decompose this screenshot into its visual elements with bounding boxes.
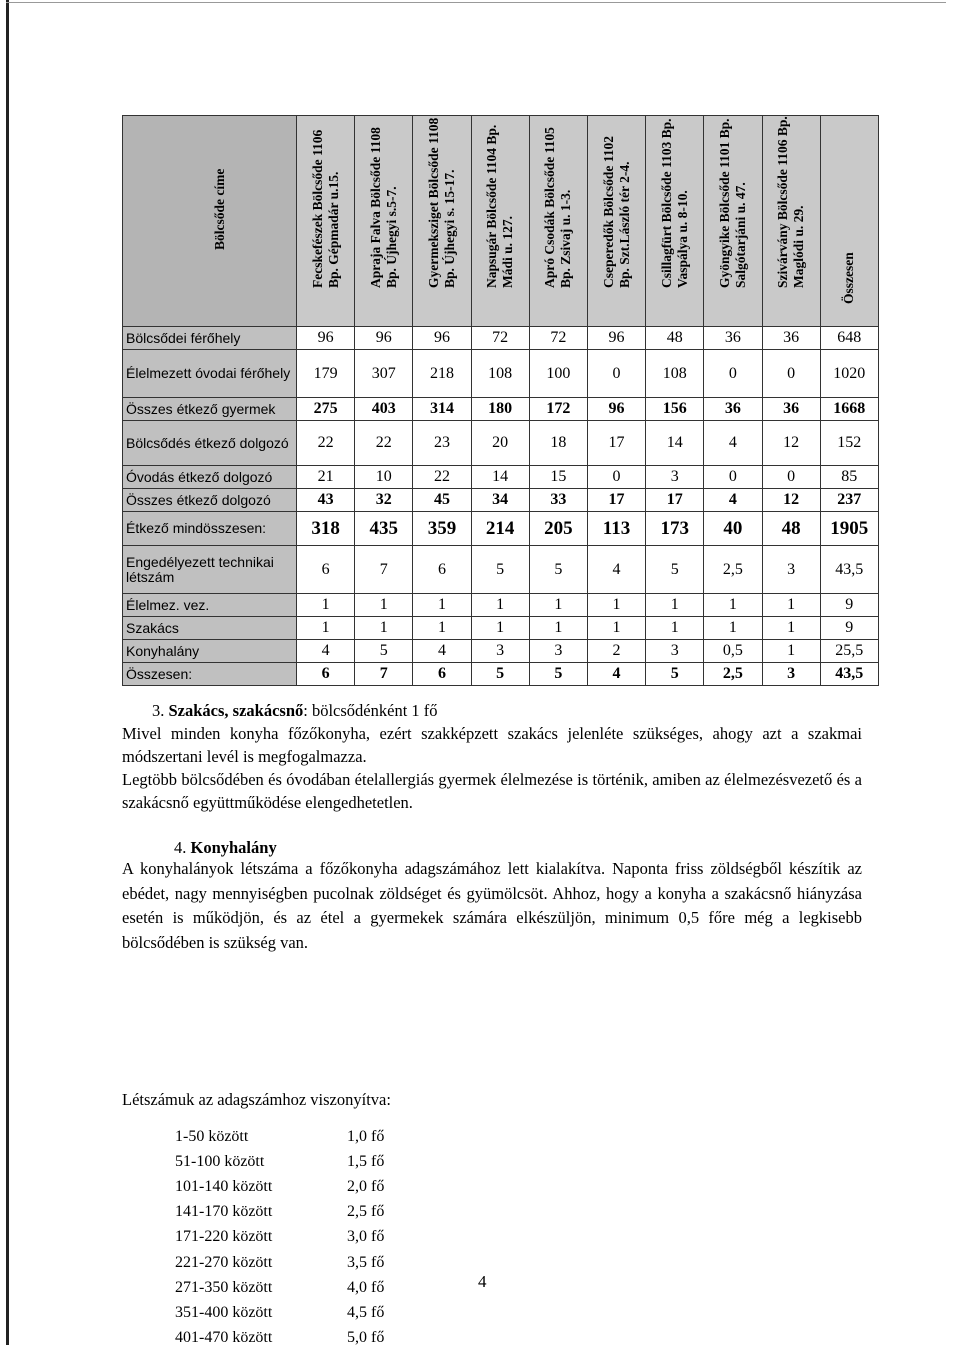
table-cell: 7	[355, 546, 413, 594]
ratio-value: 2,5 fő	[347, 1203, 385, 1221]
row-label: Étkező mindösszesen:	[123, 512, 297, 546]
column-header-line: Maglódi u. 29.	[791, 205, 807, 288]
table-cell: 1905	[820, 512, 878, 546]
table-cell: 6	[413, 663, 471, 686]
table-cell: 96	[587, 398, 645, 421]
table-cell: 0	[587, 350, 645, 398]
scan-top-line	[6, 2, 946, 3]
table-cell: 9	[820, 617, 878, 640]
section-4-paragraph: A konyhalányok létszáma a főzőkonyha adagszámához lett kialakítva. Naponta friss zöldségből készítik az ebédet, nagy mennyiségben pucolnak zöldséget és gyümölcsöt. Ahhoz, hogy a konyha a szakácsnő hiányzása esetén is működjön, és az étel a gyermekek számára elkészüljön, minimum 0,5 főre még a legkisebb bölcsődében is szükség van.	[122, 859, 862, 952]
row-label: Engedélyezett technikai létszám	[123, 546, 297, 594]
table-cell: 85	[820, 466, 878, 489]
table-cell: 4	[587, 663, 645, 686]
table-cell: 7	[355, 663, 413, 686]
table-cell: 4	[704, 489, 762, 512]
table-cell: 4	[704, 421, 762, 466]
table-cell: 48	[762, 512, 820, 546]
table-cell: 108	[471, 350, 529, 398]
column-header-line: Mádi u. 127.	[500, 215, 516, 288]
table-cell: 435	[355, 512, 413, 546]
table-cell: 314	[413, 398, 471, 421]
table-cell: 32	[355, 489, 413, 512]
table-cell: 3	[762, 663, 820, 686]
table-cell: 22	[355, 421, 413, 466]
row-label: Szakács	[123, 617, 297, 640]
table-cell: 1	[355, 617, 413, 640]
column-header-line: Csillagfürt Bölcsőde 1103 Bp.	[658, 118, 674, 288]
table-cell: 275	[297, 398, 355, 421]
ratio-row	[175, 1225, 384, 1250]
column-header-line: Cseperedők Bölcsőde 1102	[600, 135, 616, 288]
table-cell: 14	[471, 466, 529, 489]
table-cell: 21	[297, 466, 355, 489]
column-header-corner	[123, 116, 297, 327]
ratio-title: Létszámuk az adagszámhoz viszonyítva:	[122, 1090, 391, 1109]
table-cell: 173	[646, 512, 704, 546]
table-cell: 2	[587, 640, 645, 663]
table-cell: 5	[355, 640, 413, 663]
table-cell: 1	[529, 617, 587, 640]
ratio-list	[175, 1124, 384, 1351]
column-header	[413, 116, 471, 327]
table-cell: 9	[820, 594, 878, 617]
section-3-title: Szakács, szakácsnő	[168, 701, 304, 720]
corner-label: Bölcsőde címe	[211, 168, 227, 250]
table-row	[123, 421, 879, 466]
page-number: 4	[478, 1272, 487, 1291]
table-cell: 5	[529, 546, 587, 594]
section-3-heading	[122, 699, 862, 722]
ratio-value: 5,0 fő	[347, 1329, 385, 1347]
table-row	[123, 640, 879, 663]
table-cell: 403	[355, 398, 413, 421]
table-cell: 1	[587, 617, 645, 640]
section-3-number: 3.	[152, 701, 165, 720]
table-cell: 3	[471, 640, 529, 663]
table-cell: 0,5	[704, 640, 762, 663]
table-cell: 1	[762, 617, 820, 640]
table-cell: 12	[762, 489, 820, 512]
column-header-line: Összesen	[841, 252, 857, 304]
column-header	[471, 116, 529, 327]
table-cell: 5	[646, 546, 704, 594]
table-cell: 10	[355, 466, 413, 489]
row-label: Élelmezett óvodai férőhely	[123, 350, 297, 398]
section-3-paragraph-1: Mivel minden konyha főzőkonyha, ezért szakképzett szakács jelenléte szükséges, ahogy azt a szakmai módszertani levél is megfogalmazza.	[122, 724, 862, 766]
table-cell: 48	[646, 327, 704, 350]
ratio-value: 3,0 fő	[347, 1228, 385, 1246]
column-header	[355, 116, 413, 327]
table-cell: 1	[355, 594, 413, 617]
table-cell: 72	[529, 327, 587, 350]
table-cell: 100	[529, 350, 587, 398]
table-body	[123, 327, 879, 686]
row-label: Összes étkező dolgozó	[123, 489, 297, 512]
row-label: Élelmez. vez.	[123, 594, 297, 617]
table-cell: 17	[587, 421, 645, 466]
table-cell: 1	[704, 617, 762, 640]
table-cell: 23	[413, 421, 471, 466]
column-header-line: Apró Csodák Bölcsőde 1105	[542, 127, 558, 288]
table-cell: 22	[413, 466, 471, 489]
table-cell: 22	[297, 421, 355, 466]
table-cell: 1	[587, 594, 645, 617]
table-row	[123, 350, 879, 398]
row-label: Bölcsődés étkező dolgozó	[123, 421, 297, 466]
table-cell: 3	[646, 466, 704, 489]
column-header	[762, 116, 820, 327]
table-cell: 1	[297, 594, 355, 617]
ratio-value: 1,0 fő	[347, 1127, 385, 1145]
table-cell: 3	[762, 546, 820, 594]
table-cell: 45	[413, 489, 471, 512]
section-4-number: 4.	[174, 838, 187, 857]
column-header-line: Bp. Szt.László tér 2-4.	[616, 161, 632, 288]
table-cell: 180	[471, 398, 529, 421]
ratio-value: 4,5 fő	[347, 1303, 385, 1321]
table-cell: 1	[529, 594, 587, 617]
row-label: Összesen:	[123, 663, 297, 686]
table-cell: 96	[587, 327, 645, 350]
ratio-range: 141-170 között	[175, 1203, 273, 1221]
table-cell: 4	[413, 640, 471, 663]
table-cell: 34	[471, 489, 529, 512]
ratio-value: 1,5 fő	[347, 1152, 385, 1170]
table-row	[123, 466, 879, 489]
table-row	[123, 327, 879, 350]
table-cell: 5	[471, 663, 529, 686]
table-cell: 0	[762, 350, 820, 398]
table-cell: 6	[413, 546, 471, 594]
table-cell: 5	[471, 546, 529, 594]
table-cell: 2,5	[704, 663, 762, 686]
table-cell: 2,5	[704, 546, 762, 594]
table-cell: 4	[587, 546, 645, 594]
table-cell: 0	[587, 466, 645, 489]
ratio-value: 2,0 fő	[347, 1177, 385, 1195]
ratio-value: 3,5 fő	[347, 1253, 385, 1271]
section-3-title-rest: : bölcsődénként 1 fő	[303, 701, 438, 720]
table-cell: 1	[297, 617, 355, 640]
column-header-line: Bp. Gépmadár u.15.	[325, 171, 341, 288]
table-row	[123, 663, 879, 686]
section-3-paragraph-2: Legtöbb bölcsődében és óvodában ételallergiás gyermek élelmezése is történik, amiben az élelmezésvezető és a szakácsnő együttműködése elengedhetetlen.	[122, 770, 862, 812]
column-header-line: Gyöngyike Bölcsőde 1101 Bp.	[716, 118, 732, 288]
table-cell: 17	[587, 489, 645, 512]
column-header-line: Napsugár Bölcsőde 1104 Bp.	[484, 124, 500, 288]
ratio-row	[175, 1124, 384, 1149]
table-cell: 0	[704, 466, 762, 489]
table-cell: 96	[297, 327, 355, 350]
column-header	[529, 116, 587, 327]
table-cell: 17	[646, 489, 704, 512]
ratio-row	[175, 1250, 384, 1275]
table-cell: 359	[413, 512, 471, 546]
table-cell: 0	[704, 350, 762, 398]
section-4-title: Konyhalány	[190, 838, 277, 857]
table-cell: 318	[297, 512, 355, 546]
column-header-line: Fecskefészek Bölcsőde 1106	[309, 129, 325, 288]
table-cell: 36	[704, 398, 762, 421]
table-cell: 1	[762, 640, 820, 663]
column-header-line: Bp. Újhegyi s. 15-17.	[441, 169, 457, 288]
table-cell: 33	[529, 489, 587, 512]
column-header-line: Bp. Újhegyi s.5-7.	[383, 186, 399, 288]
table-cell: 1668	[820, 398, 878, 421]
row-label: Óvodás étkező dolgozó	[123, 466, 297, 489]
table-cell: 25,5	[820, 640, 878, 663]
row-label: Konyhalány	[123, 640, 297, 663]
table-row	[123, 546, 879, 594]
column-header-line: Salgótarjáni u. 47.	[732, 182, 748, 288]
table-cell: 6	[297, 663, 355, 686]
ratio-row	[175, 1326, 384, 1351]
table-row	[123, 617, 879, 640]
table-row	[123, 489, 879, 512]
table-cell: 307	[355, 350, 413, 398]
table-cell: 6	[297, 546, 355, 594]
table-cell: 14	[646, 421, 704, 466]
table-cell: 1	[762, 594, 820, 617]
table-cell: 172	[529, 398, 587, 421]
column-header-line: Gyermeksziget Bölcsőde 1108	[425, 117, 441, 288]
ratio-value: 4,0 fő	[347, 1278, 385, 1296]
table-row	[123, 594, 879, 617]
column-header	[704, 116, 762, 327]
table-cell: 4	[297, 640, 355, 663]
section-4-heading	[122, 836, 862, 859]
column-header	[297, 116, 355, 327]
table-cell: 205	[529, 512, 587, 546]
table-cell: 3	[529, 640, 587, 663]
table-cell: 152	[820, 421, 878, 466]
table-cell: 1020	[820, 350, 878, 398]
table-cell: 40	[704, 512, 762, 546]
ratio-range: 271-350 között	[175, 1278, 273, 1296]
table-cell: 1	[471, 594, 529, 617]
ratio-range: 401-470 között	[175, 1329, 273, 1347]
table-cell: 218	[413, 350, 471, 398]
table-row	[123, 512, 879, 546]
ratio-row	[175, 1300, 384, 1325]
table-row	[123, 398, 879, 421]
ratio-range: 101-140 között	[175, 1177, 273, 1195]
table-cell: 15	[529, 466, 587, 489]
column-header-line: Apraja Falva Bölcsőde 1108	[367, 127, 383, 288]
ratio-range: 221-270 között	[175, 1253, 273, 1271]
ratio-row	[175, 1275, 384, 1300]
table-cell: 1	[413, 594, 471, 617]
table-cell: 43,5	[820, 663, 878, 686]
table-cell: 0	[762, 466, 820, 489]
column-header-line: Bp. Zsivaj u. 1-3.	[558, 189, 574, 288]
table-cell: 214	[471, 512, 529, 546]
ratio-range: 171-220 között	[175, 1228, 273, 1246]
ratio-row	[175, 1200, 384, 1225]
ratio-range: 1-50 között	[175, 1127, 249, 1145]
table-cell: 1	[471, 617, 529, 640]
table-cell: 20	[471, 421, 529, 466]
column-header	[820, 116, 878, 327]
column-header-line: Szivárvány Bölcsőde 1106 Bp.	[775, 116, 791, 288]
table-cell: 18	[529, 421, 587, 466]
column-header	[646, 116, 704, 327]
table-cell: 43,5	[820, 546, 878, 594]
nursery-table	[122, 115, 879, 686]
table-cell: 1	[413, 617, 471, 640]
table-cell: 5	[646, 663, 704, 686]
column-header	[587, 116, 645, 327]
row-label: Összes étkező gyermek	[123, 398, 297, 421]
table-cell: 113	[587, 512, 645, 546]
row-label: Bölcsődei férőhely	[123, 327, 297, 350]
table-cell: 36	[704, 327, 762, 350]
column-header-line: Vaspálya u. 8-10.	[674, 190, 690, 288]
table-cell: 96	[413, 327, 471, 350]
table-cell: 237	[820, 489, 878, 512]
table-cell: 96	[355, 327, 413, 350]
table-cell: 5	[529, 663, 587, 686]
table-cell: 72	[471, 327, 529, 350]
table-cell: 648	[820, 327, 878, 350]
table-cell: 179	[297, 350, 355, 398]
table-cell: 3	[646, 640, 704, 663]
table-cell: 1	[704, 594, 762, 617]
table-cell: 36	[762, 327, 820, 350]
scan-edge-line	[6, 0, 9, 1345]
table-cell: 108	[646, 350, 704, 398]
ratio-row	[175, 1149, 384, 1174]
table-cell: 1	[646, 594, 704, 617]
ratio-range: 351-400 között	[175, 1303, 273, 1321]
table-cell: 12	[762, 421, 820, 466]
table-header-row	[123, 116, 879, 327]
table-cell: 36	[762, 398, 820, 421]
ratio-range: 51-100 között	[175, 1152, 265, 1170]
table-cell: 1	[646, 617, 704, 640]
table-cell: 156	[646, 398, 704, 421]
table-cell: 43	[297, 489, 355, 512]
ratio-row	[175, 1174, 384, 1199]
